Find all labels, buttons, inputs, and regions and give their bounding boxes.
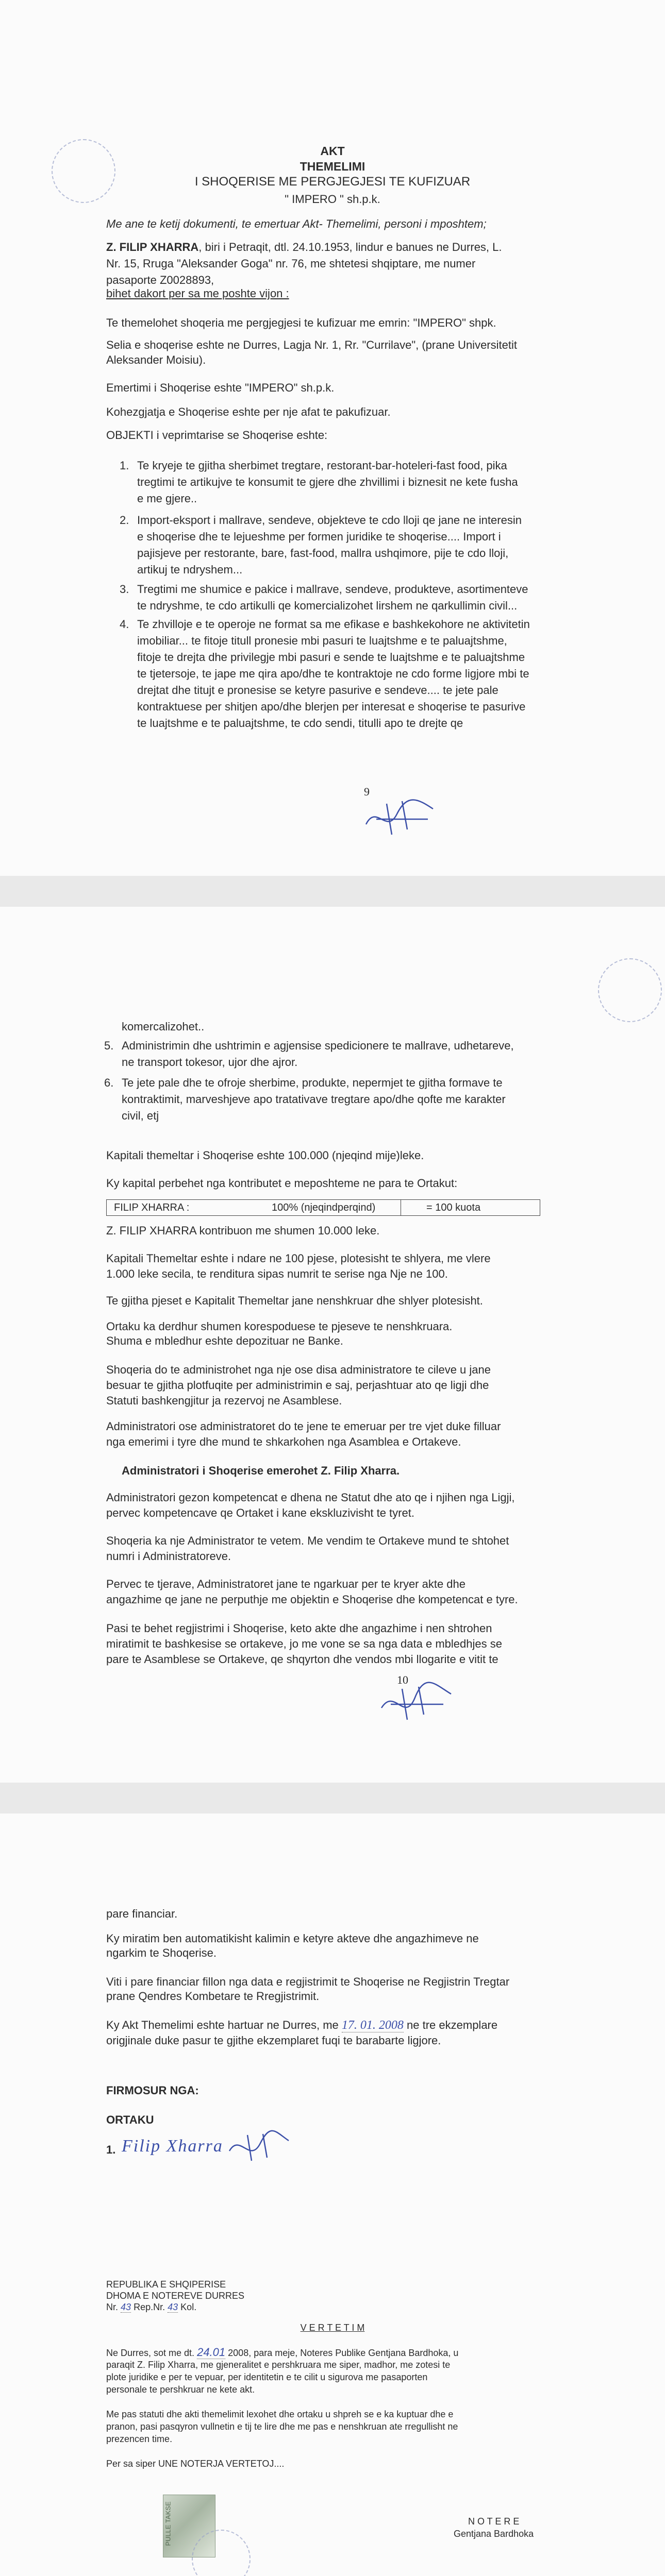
rep-value: 43 [168, 2302, 178, 2312]
notary-name: Gentjana Bardhoka [454, 2529, 534, 2539]
all-parts-line: Te gjitha pjeset e Kapitalit Themeltar jane nenshkruar dhe shlyer plotesisht. [106, 1294, 483, 1307]
kol-label: Kol. [180, 2302, 197, 2312]
read-line-1: Me pas statuti dhe akti themelimit lexohet dhe ortaku u shpreh se e ka kuptuar dhe e [106, 2409, 454, 2419]
approval-line-1: Ky miratim ben automatikisht kalimin e ketyre akteve dhe angazhimeve ne [106, 1932, 479, 1945]
list-line: ne transport tokesor, ujor dhe ajror. [122, 1056, 298, 1069]
title-themelimi: THEMELIMI [300, 160, 365, 173]
list-number: 3. [120, 583, 129, 596]
list-line: Administrimin dhe ushtrimin e agjensise spedicionere te mallrave, udhetareve, [122, 1039, 514, 1052]
page-gap [0, 1783, 665, 1814]
list-line: pajisjeve per restorante, bare, fast-food, mallra ushqimore, pije te cdo lloji, [137, 547, 509, 560]
list-line: Te kryeje te gjitha sherbimet tregtare, restorant-bar-hoteleri-fast food, pika [137, 459, 507, 472]
registration-line-1: Pasi te behet regjistrimi i Shoqerise, keto akte dhe angazhime i nen shtrohen [106, 1622, 492, 1635]
approval-line-2: ngarkim te Shoqerise. [106, 1946, 217, 1959]
founding-line-3: Aleksander Moisiu). [106, 353, 206, 366]
appointed-line: Administratori i Shoqerise emerohet Z. Filip Xharra. [122, 1464, 400, 1477]
agreement-line: bihet dakort per sa me poshte vijon : [106, 287, 289, 300]
admin-line-3: Statuti bashkengjitur ja rezervoj ne Asamblese. [106, 1394, 342, 1407]
handwritten-signature [222, 2128, 294, 2164]
contribution-line: Z. FILIP XHARRA kontribuon me shumen 10.000 leke. [106, 1224, 380, 1237]
drafted-prefix: Ky Akt Themelimi eshte hartuar ne Durres, me [106, 2019, 339, 2031]
notary-line-2: paraqit Z. Filip Xharra, me gjeneralitet e pershkruara me siper, madhor, me zotesi te [106, 2360, 451, 2370]
list-item [120, 581, 601, 614]
list-item [120, 457, 601, 507]
object-line: OBJEKTI i veprimtarise se Shoqerise eshte: [106, 429, 328, 442]
registration-line-3: pare te Asamblese se Ortakeve, qe shqyrton dhe vendos mbi llogarite e vitit te [106, 1653, 498, 1666]
competence-line-1: Administratori gezon kompetencat e dhena ne Statut dhe ato qe i njihen nga Ligji, [106, 1491, 515, 1504]
drafted-date: 17. 01. 2008 [341, 2019, 404, 2032]
continued-text: komercalizohet.. [122, 1020, 205, 1033]
list-item [104, 1038, 611, 1071]
nr-value: 43 [121, 2302, 131, 2312]
partner-handwritten-name: Filip Xharra [122, 2137, 223, 2156]
fiscal-line-2: prane Qendres Kombetare te Rregjistrimit. [106, 1990, 320, 2003]
list-line: Tregtimi me shumice e pakice i mallrave, sendeve, produkteve, asortimenteve [137, 583, 528, 596]
list-number: 1. [120, 459, 129, 472]
page-number: 9 [364, 785, 370, 798]
deposit-line-2: Shuma e mbledhur eshte depozituar ne Banke. [106, 1334, 343, 1347]
title-akt: AKT [320, 144, 345, 158]
document-page-3 [0, 1814, 665, 2576]
handwritten-signature [356, 793, 443, 840]
list-number: 4. [120, 618, 129, 631]
list-item [104, 1075, 611, 1124]
list-line: drejtat dhe titujt e pronesise se ketyre pasurive e sendeve.... te jete pale [137, 684, 498, 697]
single-admin-line-2: numri i Administratoreve. [106, 1550, 231, 1563]
notary-line-3: plote juridike e per te vepuar, per identitetin e te cilit u sigurova me pasaporten [106, 2372, 428, 2382]
founder-details: , biri i Petraqit, dtl. 24.10.1953, lindur e banues ne Durres, L. [198, 241, 502, 253]
company-name: " IMPERO " sh.p.k. [285, 193, 380, 206]
vertetim-title: V E R T E T I M [300, 2323, 365, 2333]
partner-number: 1. [106, 2143, 116, 2156]
shares-line-1: Kapitali Themeltar eshte i ndare ne 100 pjese, plotesisht te shlyera, me vlere [106, 1252, 491, 1265]
rep-prefix: Rep.Nr. [134, 2302, 165, 2312]
document-page-1 [0, 0, 665, 876]
read-line-2: pranon, pasi pasqyron vullnetin e tij te lire dhe me pas e nenshkruan ate rregullisht ne [106, 2421, 458, 2432]
signed-by-label: FIRMOSUR NGA: [106, 2084, 199, 2097]
duration-line: Kohezgjatja e Shoqerise eshte per nje afat te pakufizuar. [106, 405, 391, 418]
admin-line-2: besuar te gjitha plotfuqite per administrimin e saj, perjashtuar ato qe ligji dhe [106, 1379, 489, 1392]
term-line-2: nga emerimi i tyre dhe mund te shkarkohen nga Asamblea e Ortakeve. [106, 1435, 461, 1448]
founding-line-2: Selia e shoqerise eshte ne Durres, Lagja Nr. 1, Rr. "Currilave", (prane Universitetit [106, 338, 517, 351]
name-line: Emertimi i Shoqerise eshte "IMPERO" sh.p.k. [106, 381, 335, 394]
handwritten-signature [371, 1680, 459, 1726]
list-line: Te jete pale dhe te ofroje sherbime, produkte, nepermjet te gjitha formave te [122, 1076, 503, 1089]
list-number: 6. [104, 1076, 114, 1089]
page-gap [0, 876, 665, 907]
drafted-suffix: ne tre ekzemplare [407, 2019, 498, 2031]
contribution-table [106, 1199, 540, 1216]
list-line: tregtimi te artikujve te konsumit te gjere dhe zhvillimi i biznesit ne kete fusha [137, 476, 518, 488]
partner-label: ORTAKU [106, 2113, 154, 2126]
subtitle: I SHOQERISE ME PERGJEGJESI TE KUFIZUAR [194, 175, 471, 189]
notary-title: N O T E R E [468, 2516, 520, 2527]
registration-line-2: miratimit te bashkesise se ortakeve, jo me vone se sa nga data e mbledhjes se [106, 1637, 502, 1650]
deposit-line-1: Ortaku ka derdhur shumen korespoduese te pjeseve te nenshkruara. [106, 1320, 453, 1333]
founding-line-1: Te themelohet shoqeria me pergjegjesi te kufizuar me emrin: "IMPERO" shpk. [106, 316, 496, 329]
list-line: Te zhvilloje e te operoje ne format sa me efikase e bashkekohore ne aktivitetin [137, 618, 530, 631]
fiscal-line-1: Viti i pare financiar fillon nga data e regjistrimit te Shoqerise ne Regjistrin Tregtar [106, 1975, 510, 1988]
drafted-line [106, 2018, 497, 2033]
list-number: 5. [104, 1039, 114, 1052]
capital-formed-line: Ky kapital perbehet nga kontributet e meposhteme ne para te Ortakut: [106, 1177, 458, 1190]
tax-stamp-text: PULLE TAKSE [164, 2501, 172, 2546]
nr-prefix: Nr. [106, 2302, 119, 2312]
notary-line-1-rest: 2008, para meje, Noteres Publike Gentjana Bardhoka, u [228, 2348, 459, 2358]
list-line: te luajtshme e te paluajtshme, te cdo sendi, titulli apo te drejte qe [137, 717, 463, 730]
notary-date: 24.01 [197, 2346, 226, 2359]
founder-line-1 [106, 240, 502, 255]
founder-name: Z. FILIP XHARRA [106, 241, 199, 253]
certify-line: Per sa siper UNE NOTERJA VERTETOJ.... [106, 2459, 285, 2469]
list-item [120, 512, 601, 578]
intro-text: Me ane te ketij dokumenti, te emertuar Akt- Themelimi, personi i mposhtem; [106, 217, 487, 230]
list-line: te tjetersoje, te jape me qira apo/dhe te kontraktoje ne cdo forme ligjore mbi te [137, 667, 529, 680]
admin-line-1: Shoqeria do te administrohet nga nje ose disa administratore te cileve u jane [106, 1363, 491, 1376]
list-line: kontraktimit, marveshjeve apo tratativave tregtare apo/dhe qofte me karakter [122, 1093, 506, 1106]
table-quotas: = 100 kuota [426, 1202, 481, 1213]
powers-line-2: angazhime qe jane ne perputhje me objektin e Shoqerise dhe kompetencat e tyre. [106, 1593, 518, 1606]
list-item [120, 616, 601, 732]
shares-line-2: 1.000 leke secila, te renditura sipas numrit te serise nga Nje ne 100. [106, 1267, 448, 1280]
page-number: 10 [397, 1673, 408, 1686]
notary-line-1 [106, 2346, 458, 2359]
official-stamp [598, 958, 662, 1022]
list-line: civil, etj [122, 1109, 159, 1122]
capital-line: Kapitali themeltar i Shoqerise eshte 100.000 (njeqind mije)leke. [106, 1149, 424, 1162]
single-admin-line-1: Shoqeria ka nje Administrator te vetem. Me vendim te Ortakeve mund te shtohet [106, 1534, 509, 1547]
document-page-2 [0, 907, 665, 1783]
chamber-line: DHOMA E NOTEREVE DURRES [106, 2291, 245, 2301]
competence-line-2: pervec kompetencave qe Ortaket i kane ekskluzivisht te tyret. [106, 1506, 414, 1519]
drafted-line-2: origjinale duke pasur te gjithe ekzemplaret fuqi te barabarte ligjore. [106, 2034, 441, 2047]
list-line: kontraktuese per shitjen apo/dhe blerjen per interesat e shoqerise te pasurive [137, 700, 526, 713]
list-number: 2. [120, 514, 129, 527]
list-line: te ndryshme, te cdo artikulli qe komercializohet lirshem ne qarkullimin civil... [137, 599, 518, 612]
republic-line: REPUBLIKA E SHQIPERISE [106, 2279, 226, 2290]
list-line: imobiliar... te fitoje titull pronesie mbi pasuri te luajtshme e te paluajtshme, [137, 634, 507, 647]
table-percent: 100% (njeqindperqind) [272, 1202, 376, 1213]
list-line: e me gjere.. [137, 492, 197, 505]
list-line: Import-eksport i mallrave, sendeve, objekteve te cdo lloji qe jane ne interesin [137, 514, 522, 527]
table-partner-name: FILIP XHARRA : [114, 1202, 190, 1213]
list-line: fitoje te drejta dhe privilegje mbi pasuri e sende te luajtshme e te paluajtshme [137, 651, 525, 664]
powers-line-1: Pervec te tjerave, Administratoret jane te ngarkuar per te kryer akte dhe [106, 1578, 466, 1590]
list-line: e shoqerise dhe te lejueshme per formen juridike te shoqerise.... Import i [137, 530, 501, 543]
notary-line-4: personale te pershkruar ne kete akt. [106, 2384, 255, 2395]
list-line: artikuj te ndryshem... [137, 563, 243, 576]
notary-prefix: Ne Durres, sot me dt. [106, 2348, 195, 2358]
term-line-1: Administratori ose administratoret do te jene te emeruar per tre vjet duke filluar [106, 1420, 501, 1433]
founder-line-3: pasaporte Z0028893, [106, 274, 214, 286]
read-line-3: prezencen time. [106, 2434, 173, 2444]
founder-line-2: Nr. 15, Rruga "Aleksander Goga" nr. 76, me shtetesi shqiptare, me numer [106, 257, 476, 270]
continued-text: pare financiar. [106, 1907, 178, 1920]
registry-numbers [106, 2301, 196, 2313]
